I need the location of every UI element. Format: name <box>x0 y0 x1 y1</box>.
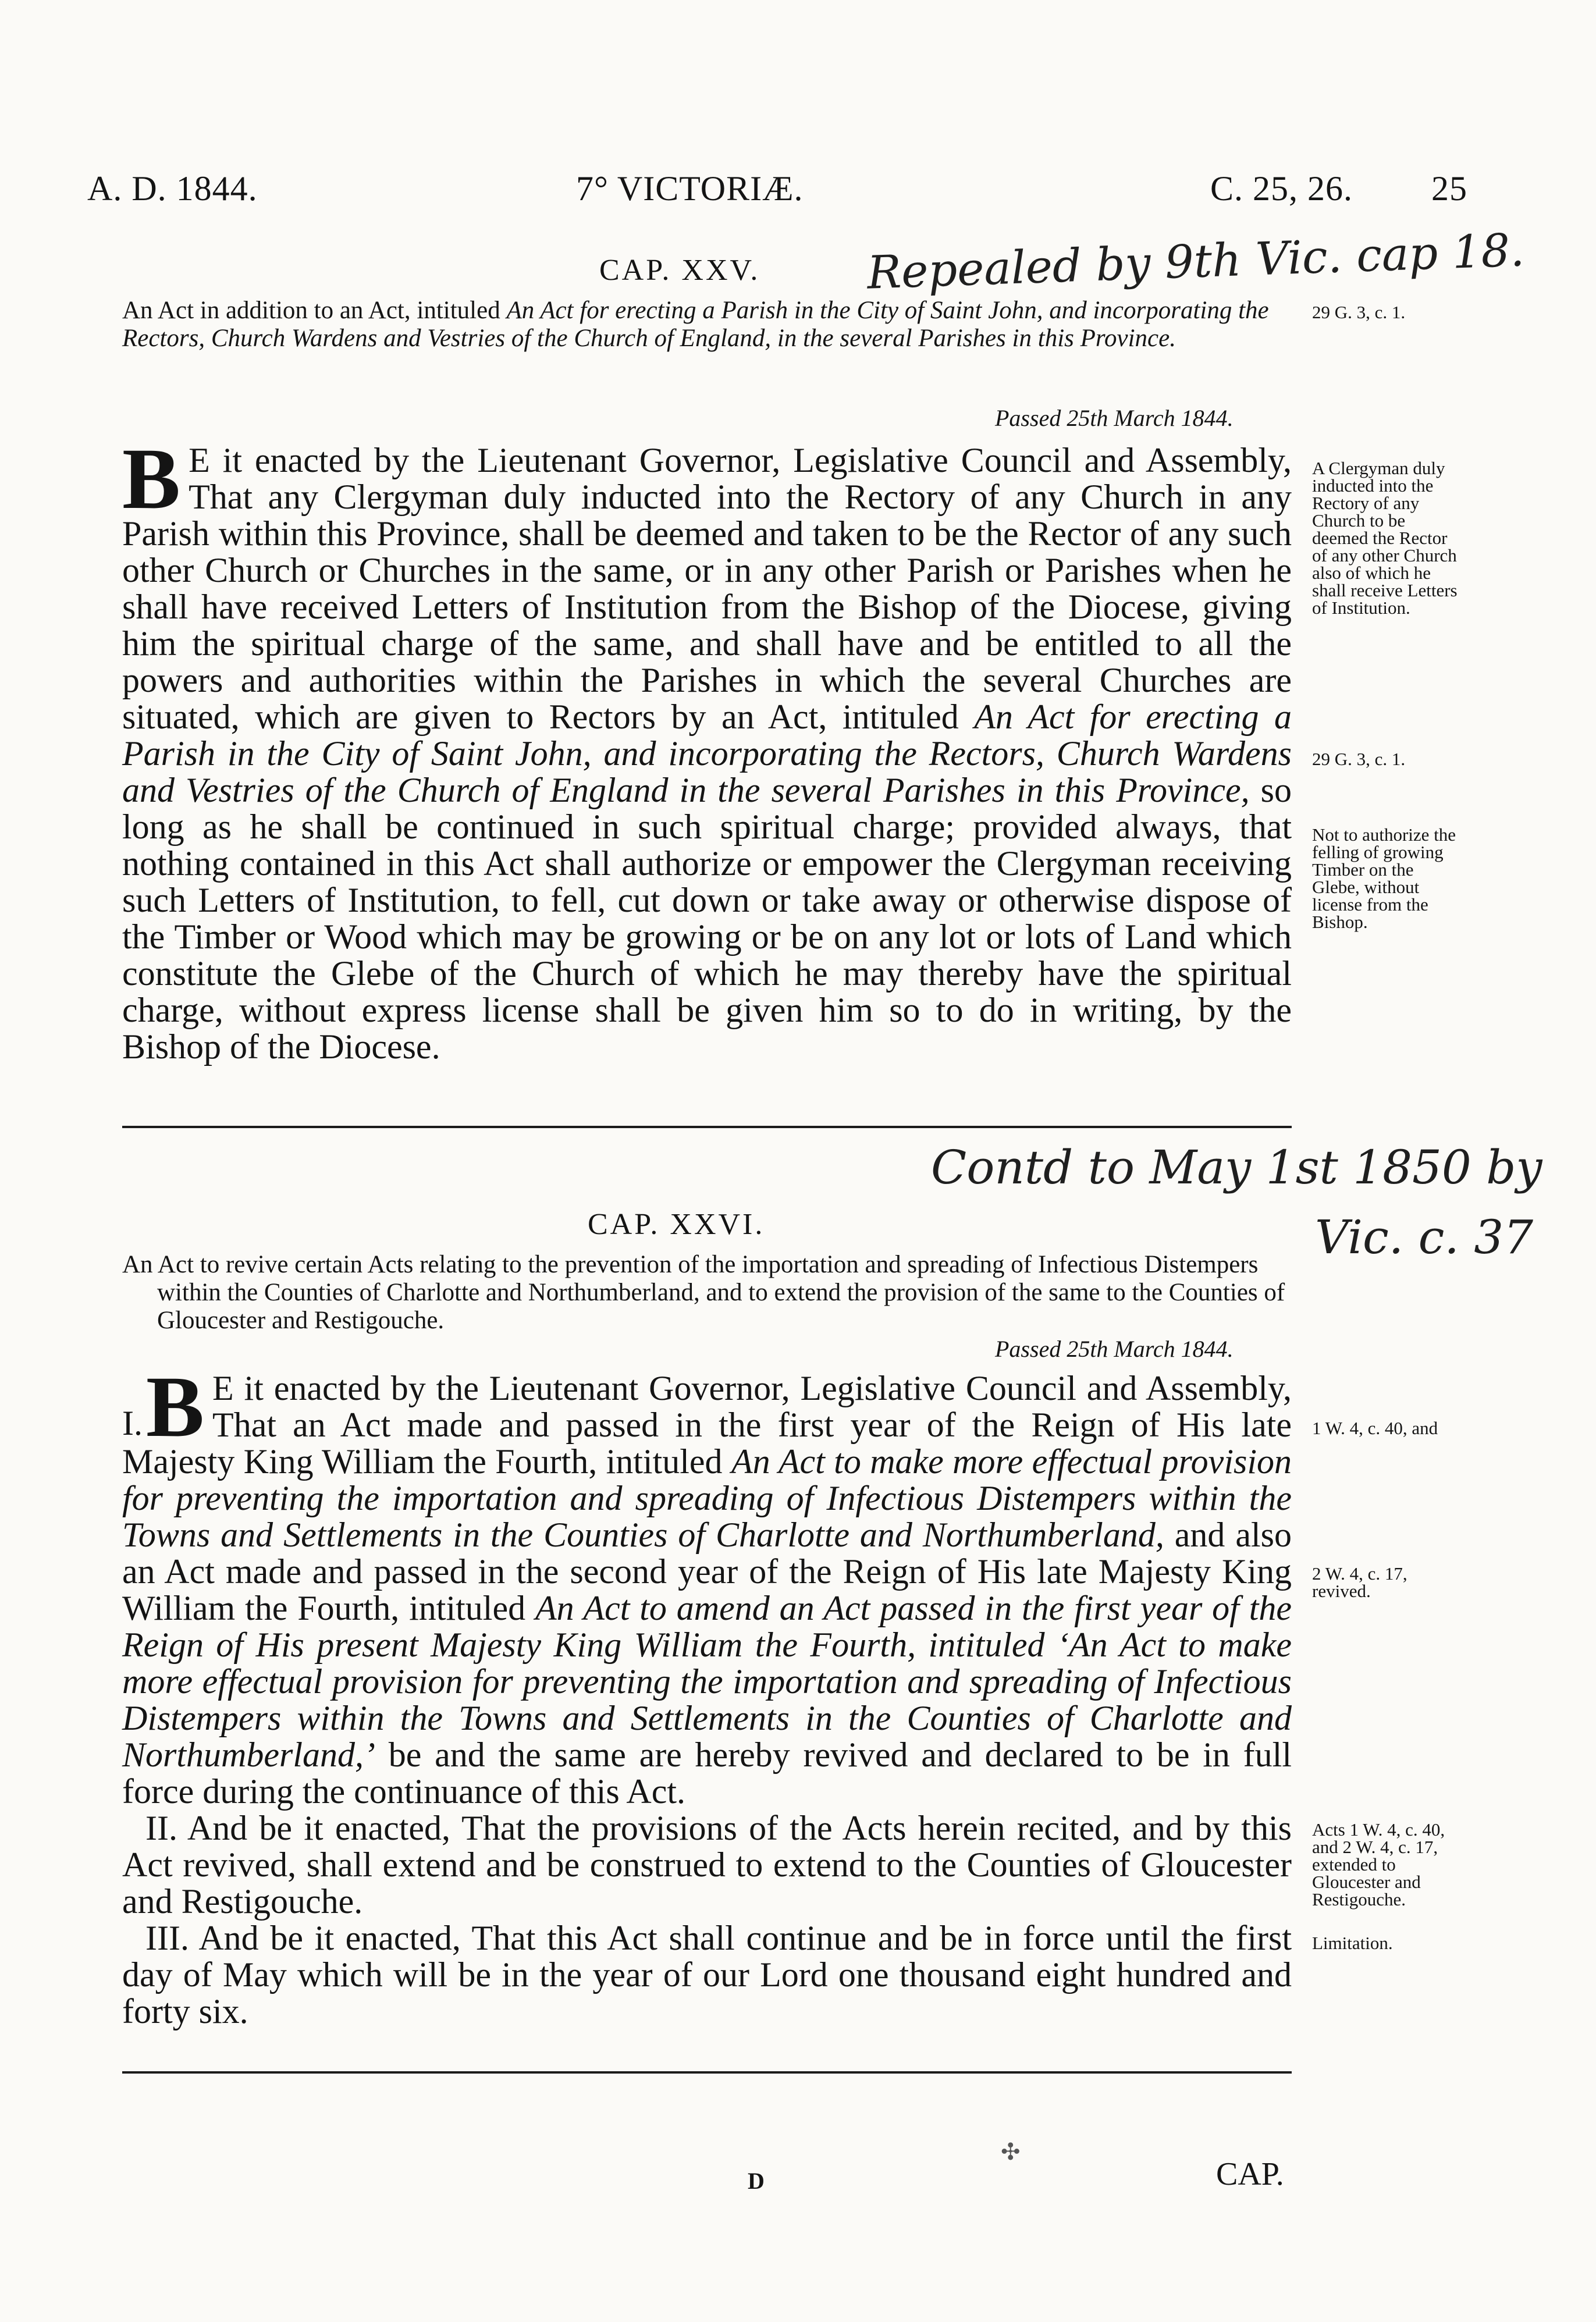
cap-25-margin-ref-2: 29 G. 3, c. 1. <box>1312 749 1406 769</box>
running-year: A. D. 1844. <box>87 169 258 208</box>
cap-26-drop-cap: B <box>145 1359 205 1455</box>
cap-26-section-1 <box>122 1359 1292 1811</box>
catchword: CAP. <box>1216 2156 1284 2192</box>
cap-25-body-text-1: E it enacted by the Lieutenant Governor, Legislative Council and Assembly, That any Clergyman duly inducted into the Rectory of any Church in any Parish within this Province, shall be deemed and taken to be the Rector of any such other Church or Churches in the same, or in any other Parish or Parishes when he shall have received Letters of Institution from the Bishop of the Diocese, giving him the spiritual charge of the same, and shall have and be entitled to all the powers and authorities within the Parishes in which the several Churches are situated, which are given to Rectors by an Act, intituled <box>122 441 1292 736</box>
cap-25-long-title-intro: An Act in addition to an Act, intituled <box>122 297 500 324</box>
cap-25-body-act-title: An Act for erecting a Parish in the City of Saint John, and incorporating the Rectors, Church Wardens and Vestries of the Church of England in the several Parishes in this Province, <box>122 698 1292 809</box>
cap-25-long-title <box>122 297 1292 353</box>
cap-26-title: CAP. XXVI. <box>588 1208 765 1241</box>
cap-26-handwritten-note-1: Contd to May 1st 1850 by <box>931 1140 1542 1194</box>
cap-25-body-text-2: so long as he shall be continued in such spiritual charge; provided always, that nothing contained in this Act shall authorize or empower the Clergyman receiving such Letters of Institution, to fell, cut down or take away or otherwise dispose of the Timber or Wood which may be growing or be on any lot or lots of Land which constitute the Glebe of the Church of which he may thereby have the spiritual charge, without express license shall be given him so to do in writing, by the Bishop of the Diocese. <box>122 771 1292 1066</box>
cap-26-s1-text-a: E it enacted by the Lieutenant Governor, Legislative Council and Assembly, That an Act made and passed in the first year of the Reign of His late Majesty King William the Fourth, intituled <box>122 1369 1292 1481</box>
page-number: 25 <box>1431 169 1467 208</box>
cap-25-margin-ref: 29 G. 3, c. 1. <box>1312 302 1406 322</box>
cap-26-s1-act-2: An Act to amend an Act passed in the first year of the Reign of His present Majesty King William the Fourth, intituled ‘An Act to make more effectual provision for preventing the importation and spreading of Infectious Distempers within the Towns and Settlements in the Counties of Charlotte and Northumberland,’ <box>122 1589 1292 1774</box>
cap-26-passed-date: Passed 25th March 1844. <box>995 1336 1234 1362</box>
cap-26-long-title: An Act to revive certain Acts relating to the prevention of the importation and spreading of Infectious Distempers within the Counties of Charlotte and Northumberland, and to extend the provision of the same to the Counties of Gloucester and Restigouche. <box>122 1251 1285 1334</box>
cap-26-s1-text-b: and also an Act made and passed in the second year of the Reign of His late Majesty King William the Fourth, intituled <box>122 1516 1292 1627</box>
cap-26-section-3: III. And be it enacted, That this Act shall continue and be in force until the first day of May which will be in the year of our Lord one thousand eight hundred and forty six. <box>122 1919 1292 2031</box>
cap-25-handwritten-note: Repealed by 9th Vic. cap 18. <box>866 224 1526 300</box>
cap-26-s1-act-1: An Act to make more effectual provision for preventing the importation and spreading of Infectious Distempers within the Towns and Settlements in the Counties of Charlotte and Northumberland, <box>122 1442 1292 1554</box>
cap-25-margin-note-timber: Not to authorize the felling of growing Timber on the Glebe, without license from the Bishop. <box>1312 824 1456 932</box>
cap-25-title: CAP. XXV. <box>599 254 760 287</box>
cap-26-body <box>122 1359 1292 2031</box>
cap-25-drop-cap: B <box>122 431 181 527</box>
running-reign: 7° VICTORIÆ. <box>576 169 804 208</box>
cap-26-margin-note-1b: 2 W. 4, c. 17, revived. <box>1312 1563 1407 1601</box>
cap-26-section-1-numeral: I. <box>122 1404 143 1442</box>
cap-25-long-title-act: An Act for erecting a Parish in the City of Saint John, and incorporating the Rectors, Church Wardens and Vestries of the Church of England, in the several Parishes in this Province. <box>122 297 1269 352</box>
cap-26-margin-note-extended: Acts 1 W. 4, c. 40, and 2 W. 4, c. 17, extended to Gloucester and Restigouche. <box>1312 1819 1445 1909</box>
section-divider <box>122 1126 1292 1128</box>
signature-mark: D <box>748 2168 765 2194</box>
cap-26-s1-text-c: be and the same are hereby revived and declared to be in full force during the continuance of this Act. <box>122 1736 1292 1811</box>
cap-26-margin-note-limitation: Limitation. <box>1312 1933 1393 1953</box>
closing-rule <box>122 2071 1292 2074</box>
cap-26-section-2: II. And be it enacted, That the provisions of the Acts herein recited, and by this Act revived, shall extend and be construed to extend to the Counties of Gloucester and Restigouche. <box>122 1809 1292 1921</box>
cap-25-passed-date: Passed 25th March 1844. <box>995 405 1234 431</box>
cap-26-margin-note-1a: 1 W. 4, c. 40, and <box>1312 1418 1438 1438</box>
cap-25-margin-note-rector: A Clergyman duly inducted into the Rectory of any Church to be deemed the Rector of any other Church also of which he shall receive Letters of Institution. <box>1312 458 1458 618</box>
running-chapters: C. 25, 26. <box>1210 169 1353 208</box>
cap-25-body <box>122 431 1292 1066</box>
cap-26-handwritten-note-2: Vic. c. 37 <box>1315 1210 1534 1264</box>
ornament-icon: ✣ <box>1001 2139 1021 2165</box>
